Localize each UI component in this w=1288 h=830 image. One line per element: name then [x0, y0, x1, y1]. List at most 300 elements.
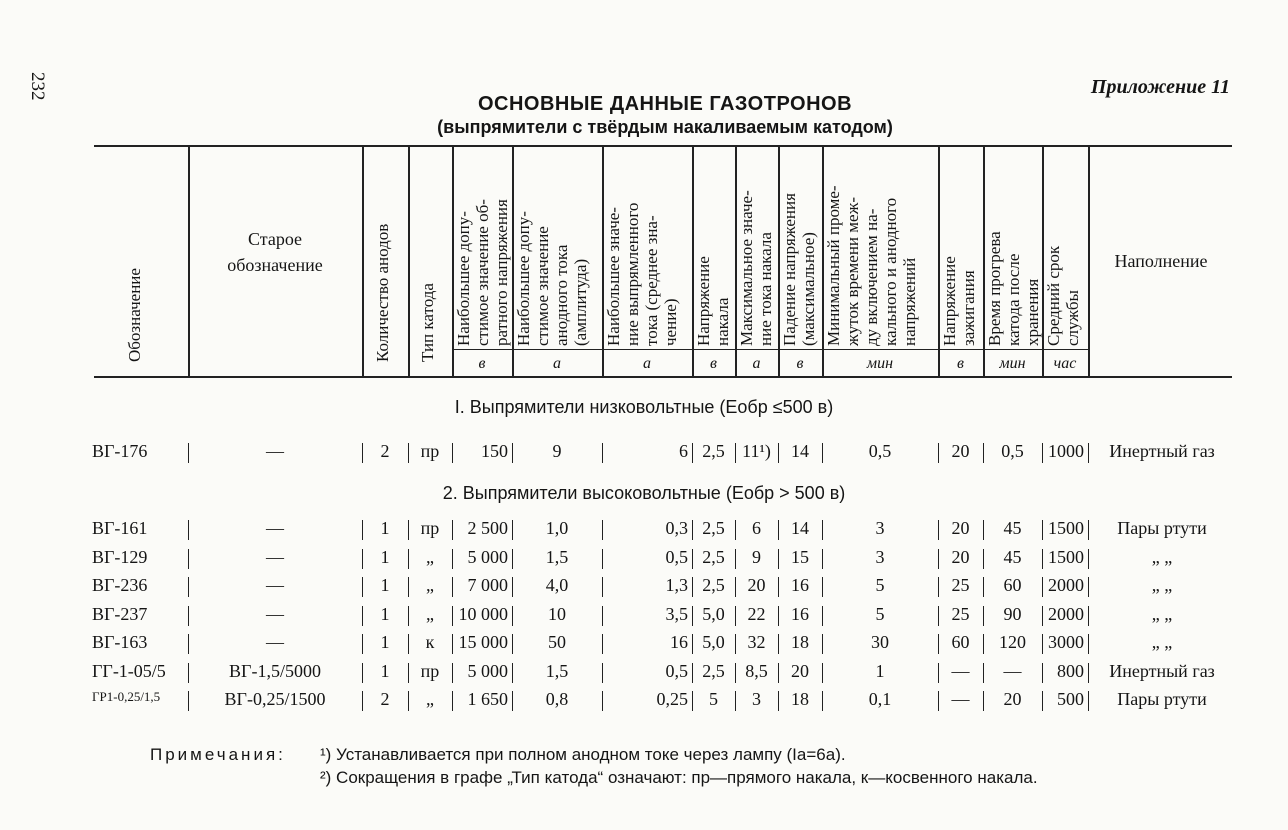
- row-cell-divider: [735, 634, 736, 654]
- row-cell-divider: [822, 606, 823, 626]
- row-cell-divider: [983, 520, 984, 540]
- row-cell-divider: [983, 577, 984, 597]
- table-cell: 500: [1057, 689, 1084, 709]
- header-line: зажигания: [959, 270, 978, 346]
- row-cell-divider: [938, 577, 939, 597]
- row-cell-divider: [1042, 549, 1043, 569]
- table-cell: 5,0: [702, 632, 725, 652]
- table-cell: 0,5: [868, 441, 892, 461]
- table-cell: 1: [380, 632, 390, 652]
- header-column-divider: [188, 146, 190, 376]
- header-max-filament-current: [737, 190, 775, 346]
- row-cell-divider: [778, 520, 779, 540]
- table-cell: 5 000: [467, 546, 508, 567]
- table-cell: —: [266, 441, 284, 461]
- table-cell: 6: [679, 441, 688, 461]
- table-cell: 0,1: [868, 689, 892, 709]
- header-old-designation: Старое обозначение: [227, 229, 323, 275]
- header-min-interval: [824, 185, 919, 346]
- table-cell: „ „: [1151, 546, 1173, 567]
- row-cell-divider: [362, 606, 363, 626]
- row-cell-divider: [188, 577, 189, 597]
- table-cell: 25: [951, 603, 970, 624]
- row-cell-divider: [822, 691, 823, 711]
- row-cell-divider: [408, 606, 409, 626]
- table-cell: 1: [380, 546, 390, 567]
- unit-label: в: [796, 355, 804, 372]
- row-cell-divider: [1042, 634, 1043, 654]
- table-cell: 2: [380, 441, 390, 461]
- page-title: ОСНОВНЫЕ ДАННЫЕ ГАЗОТРОНОВ: [477, 93, 853, 115]
- table-cell: 1: [380, 575, 390, 595]
- row-cell-divider: [1042, 520, 1043, 540]
- table-top-rule: [94, 145, 1232, 147]
- row-cell-divider: [735, 443, 736, 463]
- table-cell: 0,5: [665, 546, 688, 567]
- table-cell: —: [951, 689, 970, 709]
- header-line: ратного напряжения: [492, 199, 511, 346]
- row-cell-divider: [362, 691, 363, 711]
- row-cell-divider: [1042, 443, 1043, 463]
- table-cell: 0,8: [545, 689, 569, 709]
- row-cell-divider: [408, 520, 409, 540]
- row-cell-divider: [778, 443, 779, 463]
- header-filament-voltage: [694, 256, 732, 346]
- row-cell-divider: [1088, 520, 1089, 540]
- row-cell-divider: [778, 549, 779, 569]
- row-cell-divider: [452, 663, 453, 683]
- table-cell: 8,5: [745, 660, 768, 681]
- table-cell: 16: [791, 575, 809, 595]
- header-max-reverse-voltage: [454, 199, 511, 346]
- row-cell-divider: [188, 606, 189, 626]
- row-cell-divider: [512, 443, 513, 463]
- row-cell-divider: [408, 634, 409, 654]
- row-cell-divider: [452, 634, 453, 654]
- header-line: Наибольшее значе-: [604, 207, 623, 346]
- table-cell: 25: [951, 575, 970, 595]
- table-cell: 1500: [1048, 518, 1084, 538]
- table-cell: 1: [380, 518, 390, 538]
- header-line: стимое значение: [533, 226, 552, 346]
- table-cell: пр: [420, 660, 440, 681]
- row-cell-divider: [938, 606, 939, 626]
- row-cell-divider: [692, 663, 693, 683]
- row-cell-divider: [188, 663, 189, 683]
- table-cell: 14: [791, 518, 809, 538]
- row-cell-divider: [362, 577, 363, 597]
- table-cell: „ „: [1151, 575, 1173, 595]
- table-cell: Пары ртути: [1117, 518, 1207, 538]
- row-cell-divider: [1042, 691, 1043, 711]
- header-max-rect-current: [604, 203, 680, 346]
- table-cell: 2: [380, 689, 390, 709]
- row-cell-divider: [778, 663, 779, 683]
- row-cell-divider: [1088, 549, 1089, 569]
- header-line: ние тока накала: [756, 232, 775, 346]
- table-cell: пр: [420, 441, 440, 461]
- table-cell: 2,5: [702, 441, 725, 461]
- unit-label: а: [643, 355, 651, 372]
- header-line: тока (среднее зна-: [642, 215, 661, 346]
- table-cell: 20: [951, 546, 970, 567]
- table-cell: 14: [791, 441, 809, 461]
- table-cell: ВГ-1,5/5000: [229, 660, 321, 681]
- table-cell: —: [266, 632, 284, 652]
- row-cell-divider: [822, 577, 823, 597]
- row-cell-divider: [938, 549, 939, 569]
- row-cell-divider: [983, 634, 984, 654]
- row-cell-divider: [983, 549, 984, 569]
- table-cell: 3,5: [665, 603, 688, 624]
- note-1: ¹) Устанавливается при полном анодном токе через лампу (Iа=6а).: [320, 745, 846, 764]
- row-cell-divider: [692, 577, 693, 597]
- header-line: кального и анодного: [881, 197, 900, 346]
- row-cell-divider: [512, 663, 513, 683]
- header-ignition-voltage: [940, 256, 978, 346]
- row-cell-divider: [602, 634, 603, 654]
- row-cell-divider: [602, 577, 603, 597]
- header-max-anode-current: [514, 211, 590, 346]
- table-cell: 6: [752, 518, 761, 538]
- table-cell: 18: [791, 689, 809, 709]
- row-cell-divider: [188, 443, 189, 463]
- row-cell-divider: [188, 634, 189, 654]
- row-cell-divider: [822, 634, 823, 654]
- table-cell: 32: [747, 632, 766, 652]
- row-designation: ГГ-1-05/5: [92, 660, 166, 681]
- row-cell-divider: [452, 691, 453, 711]
- header-line: Время прогрева: [985, 231, 1004, 346]
- unit-label: а: [553, 355, 561, 372]
- row-cell-divider: [735, 520, 736, 540]
- header-warmup-time: [985, 231, 1042, 346]
- header-column-divider: [408, 146, 410, 376]
- table-cell: к: [425, 632, 435, 652]
- row-cell-divider: [512, 691, 513, 711]
- table-cell: „: [426, 575, 434, 595]
- table-cell: —: [266, 575, 284, 595]
- unit-label: в: [710, 355, 717, 372]
- table-cell: 5 000: [467, 660, 508, 681]
- row-cell-divider: [735, 663, 736, 683]
- table-cell: —: [951, 660, 970, 681]
- row-cell-divider: [1088, 577, 1089, 597]
- row-cell-divider: [1042, 663, 1043, 683]
- header-line: ду включением на-: [862, 208, 881, 346]
- header-voltage-drop: [780, 193, 818, 346]
- table-cell: 3: [875, 518, 885, 538]
- header-line: ние выпрямленного: [623, 202, 642, 346]
- header-cathode-type: Тип катода: [418, 283, 437, 362]
- header-line: Минимальный проме-: [824, 185, 843, 346]
- table-cell: 5: [875, 603, 885, 624]
- table-cell: 2,5: [702, 546, 725, 567]
- row-cell-divider: [822, 663, 823, 683]
- row-cell-divider: [512, 634, 513, 654]
- unit-label: час: [1053, 355, 1077, 372]
- header-line: Средний срок: [1044, 245, 1063, 346]
- table-cell: Инертный газ: [1109, 441, 1215, 461]
- header-filling: Наполнение: [1114, 251, 1208, 271]
- table-cell: 1: [875, 660, 885, 681]
- table-cell: 20: [951, 518, 970, 538]
- row-cell-divider: [602, 520, 603, 540]
- table-cell: 20: [951, 441, 970, 461]
- table-cell: 10: [548, 603, 566, 624]
- table-cell: —: [266, 518, 284, 538]
- table-cell: 9: [552, 441, 562, 461]
- table-cell: 0,5: [665, 660, 688, 681]
- row-cell-divider: [778, 634, 779, 654]
- unit-label: в: [957, 355, 964, 372]
- header-column-divider: [362, 146, 364, 376]
- table-cell: 2,5: [702, 518, 725, 538]
- table-cell: —: [266, 546, 284, 567]
- table-cell: 3: [752, 689, 761, 709]
- table-cell: 1 650: [467, 689, 508, 709]
- table-cell: ВГ-0,25/1500: [224, 689, 326, 709]
- notes-label: Примечания:: [150, 745, 286, 764]
- table-cell: 1,3: [665, 575, 688, 595]
- header-designation: Обозначение: [125, 268, 144, 362]
- unit-label: мин: [866, 355, 894, 372]
- row-cell-divider: [362, 443, 363, 463]
- table-cell: 45: [1003, 546, 1022, 567]
- table-cell: 150: [481, 441, 508, 461]
- row-cell-divider: [1088, 663, 1089, 683]
- header-anode-count: Количество анодов: [373, 223, 392, 362]
- header-line: Наибольшее допу-: [454, 211, 473, 346]
- table-cell: „: [426, 546, 434, 567]
- table-cell: 30: [871, 632, 889, 652]
- row-designation: ГР1-0,25/1,5: [92, 689, 161, 704]
- table-cell: 11¹): [742, 441, 771, 461]
- table-cell: 20: [791, 660, 809, 681]
- row-cell-divider: [188, 520, 189, 540]
- table-cell: „: [426, 689, 434, 709]
- row-cell-divider: [408, 549, 409, 569]
- table-cell: 18: [791, 632, 809, 652]
- table-cell: 10 000: [458, 603, 508, 624]
- table-cell: 2000: [1048, 603, 1084, 624]
- table-cell: 1,0: [545, 518, 569, 538]
- header-line: Падение напряжения: [780, 193, 799, 346]
- header-service-life: [1044, 246, 1082, 346]
- table-cell: 9: [752, 546, 761, 567]
- row-cell-divider: [452, 549, 453, 569]
- table-cell: „ „: [1151, 603, 1173, 624]
- row-cell-divider: [692, 549, 693, 569]
- header-line: стимое значение об-: [473, 199, 492, 346]
- unit-label: мин: [999, 355, 1026, 372]
- row-cell-divider: [188, 691, 189, 711]
- row-cell-divider: [512, 606, 513, 626]
- row-cell-divider: [938, 663, 939, 683]
- row-cell-divider: [362, 663, 363, 683]
- row-cell-divider: [408, 663, 409, 683]
- header-line: службы: [1063, 290, 1082, 346]
- row-cell-divider: [692, 443, 693, 463]
- row-designation: ВГ-176: [92, 441, 148, 461]
- table-header-rule: [94, 376, 1232, 378]
- row-cell-divider: [452, 443, 453, 463]
- table-cell: 20: [1003, 689, 1022, 709]
- table-cell: 20: [747, 575, 766, 595]
- table-cell: 15: [791, 546, 809, 567]
- row-cell-divider: [822, 520, 823, 540]
- row-cell-divider: [452, 520, 453, 540]
- row-cell-divider: [983, 606, 984, 626]
- row-cell-divider: [1088, 691, 1089, 711]
- row-cell-divider: [362, 549, 363, 569]
- header-line: Наибольшее допу-: [514, 211, 533, 346]
- table-cell: 50: [548, 632, 566, 652]
- row-cell-divider: [512, 520, 513, 540]
- row-cell-divider: [778, 691, 779, 711]
- row-cell-divider: [778, 606, 779, 626]
- row-cell-divider: [938, 634, 939, 654]
- table-cell: 1,5: [545, 660, 569, 681]
- header-line: (максимальное): [799, 232, 818, 346]
- row-cell-divider: [983, 691, 984, 711]
- table-cell: „ „: [1151, 632, 1173, 652]
- row-cell-divider: [362, 520, 363, 540]
- unit-label: в: [478, 355, 486, 372]
- row-cell-divider: [1042, 577, 1043, 597]
- page-subtitle: (выпрямители с твёрдым накаливаемым катодом): [437, 117, 893, 137]
- row-cell-divider: [188, 549, 189, 569]
- header-line: Напряжение: [940, 256, 959, 346]
- table-cell: 4,0: [545, 575, 569, 595]
- row-cell-divider: [938, 443, 939, 463]
- table-cell: 16: [670, 632, 688, 652]
- table-cell: „: [426, 603, 434, 624]
- row-cell-divider: [735, 691, 736, 711]
- units-rule: [452, 349, 1088, 350]
- row-cell-divider: [602, 691, 603, 711]
- row-cell-divider: [983, 443, 984, 463]
- row-cell-divider: [408, 691, 409, 711]
- row-cell-divider: [362, 634, 363, 654]
- row-cell-divider: [692, 606, 693, 626]
- row-cell-divider: [512, 577, 513, 597]
- table-cell: 16: [791, 603, 809, 624]
- row-cell-divider: [983, 663, 984, 683]
- table-cell: 2 500: [467, 518, 508, 538]
- page-number: 232: [27, 72, 48, 101]
- table-cell: 60: [951, 632, 970, 652]
- header-line: накала: [713, 297, 732, 346]
- row-cell-divider: [692, 634, 693, 654]
- row-cell-divider: [1088, 606, 1089, 626]
- row-cell-divider: [735, 606, 736, 626]
- table-cell: 0,5: [1001, 441, 1024, 461]
- header-line: анодного тока: [552, 244, 571, 346]
- table-cell: 1000: [1048, 441, 1084, 461]
- table-cell: Пары ртути: [1117, 689, 1207, 709]
- row-cell-divider: [1088, 443, 1089, 463]
- row-cell-divider: [1088, 634, 1089, 654]
- table-cell: 1: [380, 660, 390, 681]
- row-designation: ВГ-161: [92, 518, 148, 538]
- row-cell-divider: [822, 549, 823, 569]
- unit-label: а: [752, 355, 761, 372]
- table-cell: —: [1003, 660, 1022, 681]
- row-cell-divider: [938, 691, 939, 711]
- row-designation: ВГ-129: [92, 546, 148, 567]
- table-cell: 15 000: [458, 632, 508, 652]
- header-line: катода после: [1004, 253, 1023, 346]
- row-cell-divider: [602, 443, 603, 463]
- row-cell-divider: [692, 520, 693, 540]
- table-cell: 1: [380, 603, 390, 624]
- header-line: Максимальное значе-: [737, 190, 756, 346]
- note-2: ²) Сокращения в графе „Тип катода“ означают: пр—прямого накала, к—косвенного накала.: [320, 768, 1038, 787]
- table-cell: 45: [1003, 518, 1022, 538]
- table-cell: пр: [420, 518, 440, 538]
- table-cell: 3000: [1048, 632, 1084, 652]
- row-cell-divider: [822, 443, 823, 463]
- table-cell: 1500: [1048, 546, 1084, 567]
- table-cell: 5: [875, 575, 885, 595]
- row-cell-divider: [735, 549, 736, 569]
- row-cell-divider: [512, 549, 513, 569]
- row-cell-divider: [408, 443, 409, 463]
- table-cell: 1,5: [545, 546, 569, 567]
- header-line: жуток времени меж-: [843, 197, 862, 346]
- table-cell: 0,3: [665, 518, 688, 538]
- row-cell-divider: [1042, 606, 1043, 626]
- table-cell: —: [266, 603, 284, 624]
- table-cell: 5: [709, 689, 718, 709]
- table-cell: 120: [999, 632, 1026, 652]
- row-cell-divider: [735, 577, 736, 597]
- row-cell-divider: [938, 520, 939, 540]
- table-cell: 800: [1057, 660, 1084, 681]
- row-cell-divider: [602, 663, 603, 683]
- table-cell: 60: [1003, 575, 1022, 595]
- table-cell: 2,5: [702, 660, 725, 681]
- row-designation: ВГ-163: [92, 632, 148, 652]
- table-cell: 2000: [1048, 575, 1084, 595]
- row-cell-divider: [452, 606, 453, 626]
- header-line: напряжений: [900, 257, 919, 346]
- row-designation: ВГ-237: [92, 603, 148, 624]
- row-cell-divider: [602, 606, 603, 626]
- table-cell: Инертный газ: [1109, 660, 1215, 681]
- header-line: Напряжение: [694, 256, 713, 346]
- row-designation: ВГ-236: [92, 575, 148, 595]
- table-cell: 90: [1003, 603, 1022, 624]
- row-cell-divider: [408, 577, 409, 597]
- table-cell: 22: [747, 603, 766, 624]
- section-high-voltage: 2. Выпрямители высоковольтные (Eобр > 500 в): [442, 483, 846, 503]
- header-line: хранения: [1023, 278, 1042, 346]
- table-cell: 5,0: [702, 603, 725, 624]
- table-cell: 0,25: [656, 689, 688, 709]
- row-cell-divider: [692, 691, 693, 711]
- appendix-label: Приложение 11: [1090, 76, 1230, 98]
- row-cell-divider: [778, 577, 779, 597]
- header-line: чение): [661, 298, 680, 346]
- section-low-voltage: I. Выпрямители низковольтные (Eобр ≤500 в): [454, 397, 834, 417]
- table-cell: 7 000: [467, 575, 508, 595]
- table-cell: 3: [875, 546, 885, 567]
- row-cell-divider: [452, 577, 453, 597]
- row-cell-divider: [602, 549, 603, 569]
- table-cell: 2,5: [702, 575, 725, 595]
